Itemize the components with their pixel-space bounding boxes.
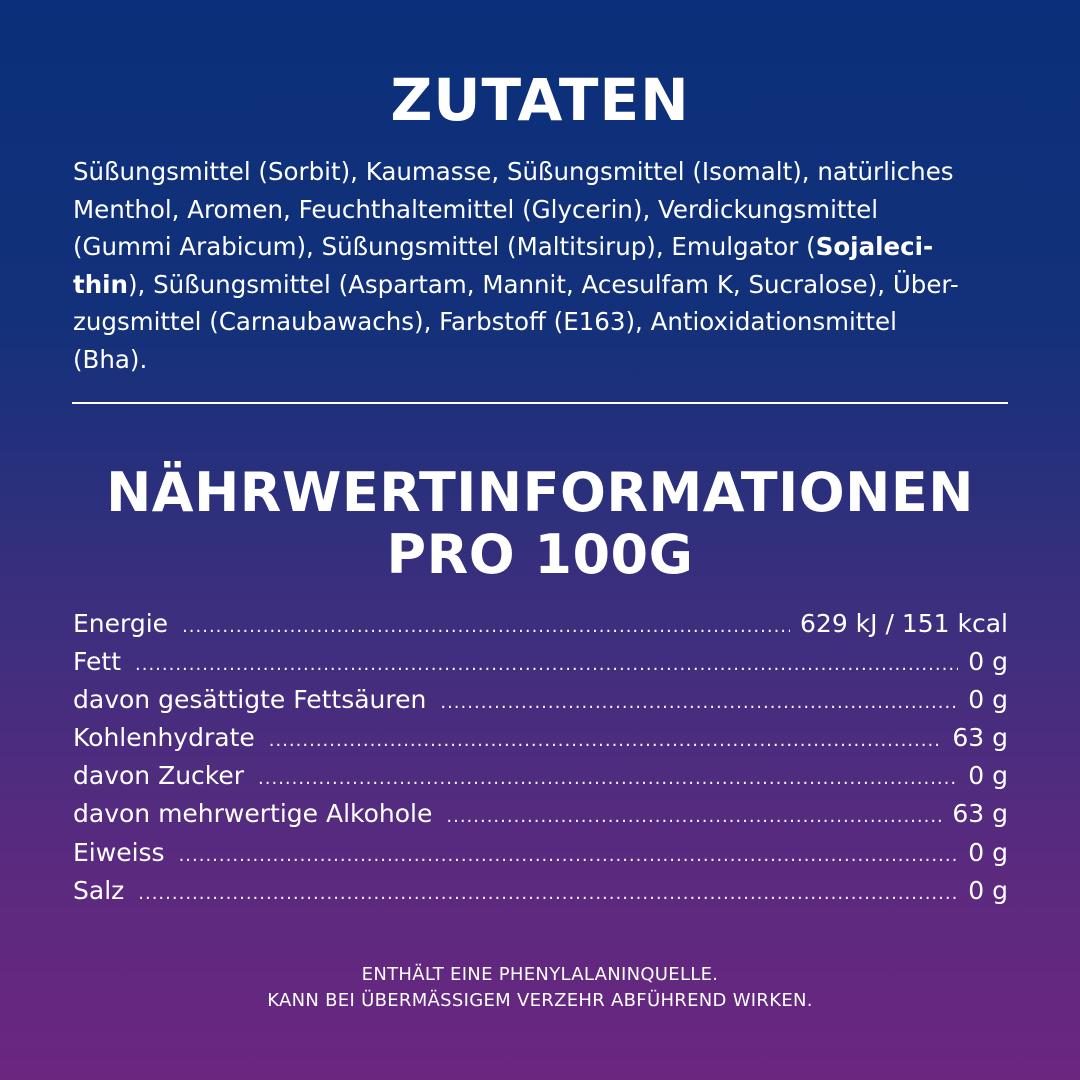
dot-leader	[269, 722, 943, 760]
nutrition-row-salz	[73, 872, 1008, 910]
dot-leader	[182, 608, 790, 646]
dot-leader	[135, 646, 958, 684]
nutrition-label: Kohlenhydrate	[73, 723, 255, 753]
nutrition-row-eiweiss	[73, 834, 1008, 872]
nutrition-heading-line2: PRO 100G	[386, 523, 694, 586]
warning-line2: KANN BEI ÜBERMÄSSIGEM VERZEHR ABFÜHREND WIRKEN.	[267, 990, 813, 1011]
ingredients-line: zugsmittel (Carnaubawachs), Farbstoff (E163), Antioxidationsmittel	[73, 307, 897, 336]
dot-leader	[138, 875, 958, 913]
nutrition-row-fett	[73, 643, 1008, 681]
nutrition-label: Eiweiss	[73, 837, 165, 867]
dot-leader	[446, 798, 942, 836]
warning-notice	[0, 962, 1080, 1014]
ingredients-heading: ZUTATEN	[390, 66, 690, 134]
nutrition-heading	[0, 462, 1080, 586]
nutrition-row-gesaettigte-fettsaeuren	[73, 681, 1008, 719]
nutrition-label: davon gesättigte Fettsäuren	[73, 685, 427, 715]
ingredients-line: Süßungsmittel (Sorbit), Kaumasse, Süßungsmittel (Isomalt), natürliches	[73, 157, 954, 186]
nutrition-value: 0 g	[968, 837, 1008, 867]
warning-line1: ENTHÄLT EINE PHENYLALANINQUELLE.	[361, 964, 719, 985]
dot-leader	[179, 837, 959, 875]
nutrition-value: 63 g	[952, 723, 1008, 753]
nutrition-table	[73, 605, 1008, 910]
nutrition-label: Salz	[73, 875, 125, 905]
nutrition-label: davon Zucker	[73, 761, 245, 791]
ingredients-list	[73, 153, 1013, 378]
ingredients-line: (Gummi Arabicum), Süßungsmittel (Maltitsirup), Emulgator (Sojaleci-	[73, 232, 934, 261]
nutrition-label: Fett	[73, 647, 121, 677]
nutrition-row-zucker	[73, 757, 1008, 795]
nutrition-value: 0 g	[968, 685, 1008, 715]
nutrition-heading-line1: NÄHRWERTINFORMATIONEN	[106, 461, 974, 524]
nutrition-value: 0 g	[968, 875, 1008, 905]
nutrition-row-mehrwertige-alkohole	[73, 795, 1008, 833]
ingredients-line: (Bha).	[73, 344, 148, 374]
ingredients-line: Menthol, Aromen, Feuchthaltemittel (Glycerin), Verdickungsmittel	[73, 194, 879, 224]
allergen-highlight: thin	[73, 269, 128, 299]
nutrition-value: 0 g	[968, 761, 1008, 791]
nutrition-label: Energie	[73, 609, 169, 638]
dot-leader	[440, 684, 958, 722]
dot-leader	[258, 760, 958, 798]
nutrition-value: 0 g	[968, 647, 1008, 677]
section-divider	[72, 402, 1008, 404]
nutrition-row-kohlenhydrate	[73, 719, 1008, 757]
allergen-highlight: Sojaleci-	[815, 232, 934, 261]
ingredients-line: thin), Süßungsmittel (Aspartam, Mannit, Acesulfam K, Sucralose), Über-	[73, 269, 959, 299]
nutrition-value: 629 kJ / 151 kcal	[800, 609, 1008, 638]
nutrition-label: davon mehrwertige Alkohole	[73, 799, 433, 829]
nutrition-value: 63 g	[952, 799, 1008, 829]
nutrition-row-energie	[73, 605, 1008, 643]
